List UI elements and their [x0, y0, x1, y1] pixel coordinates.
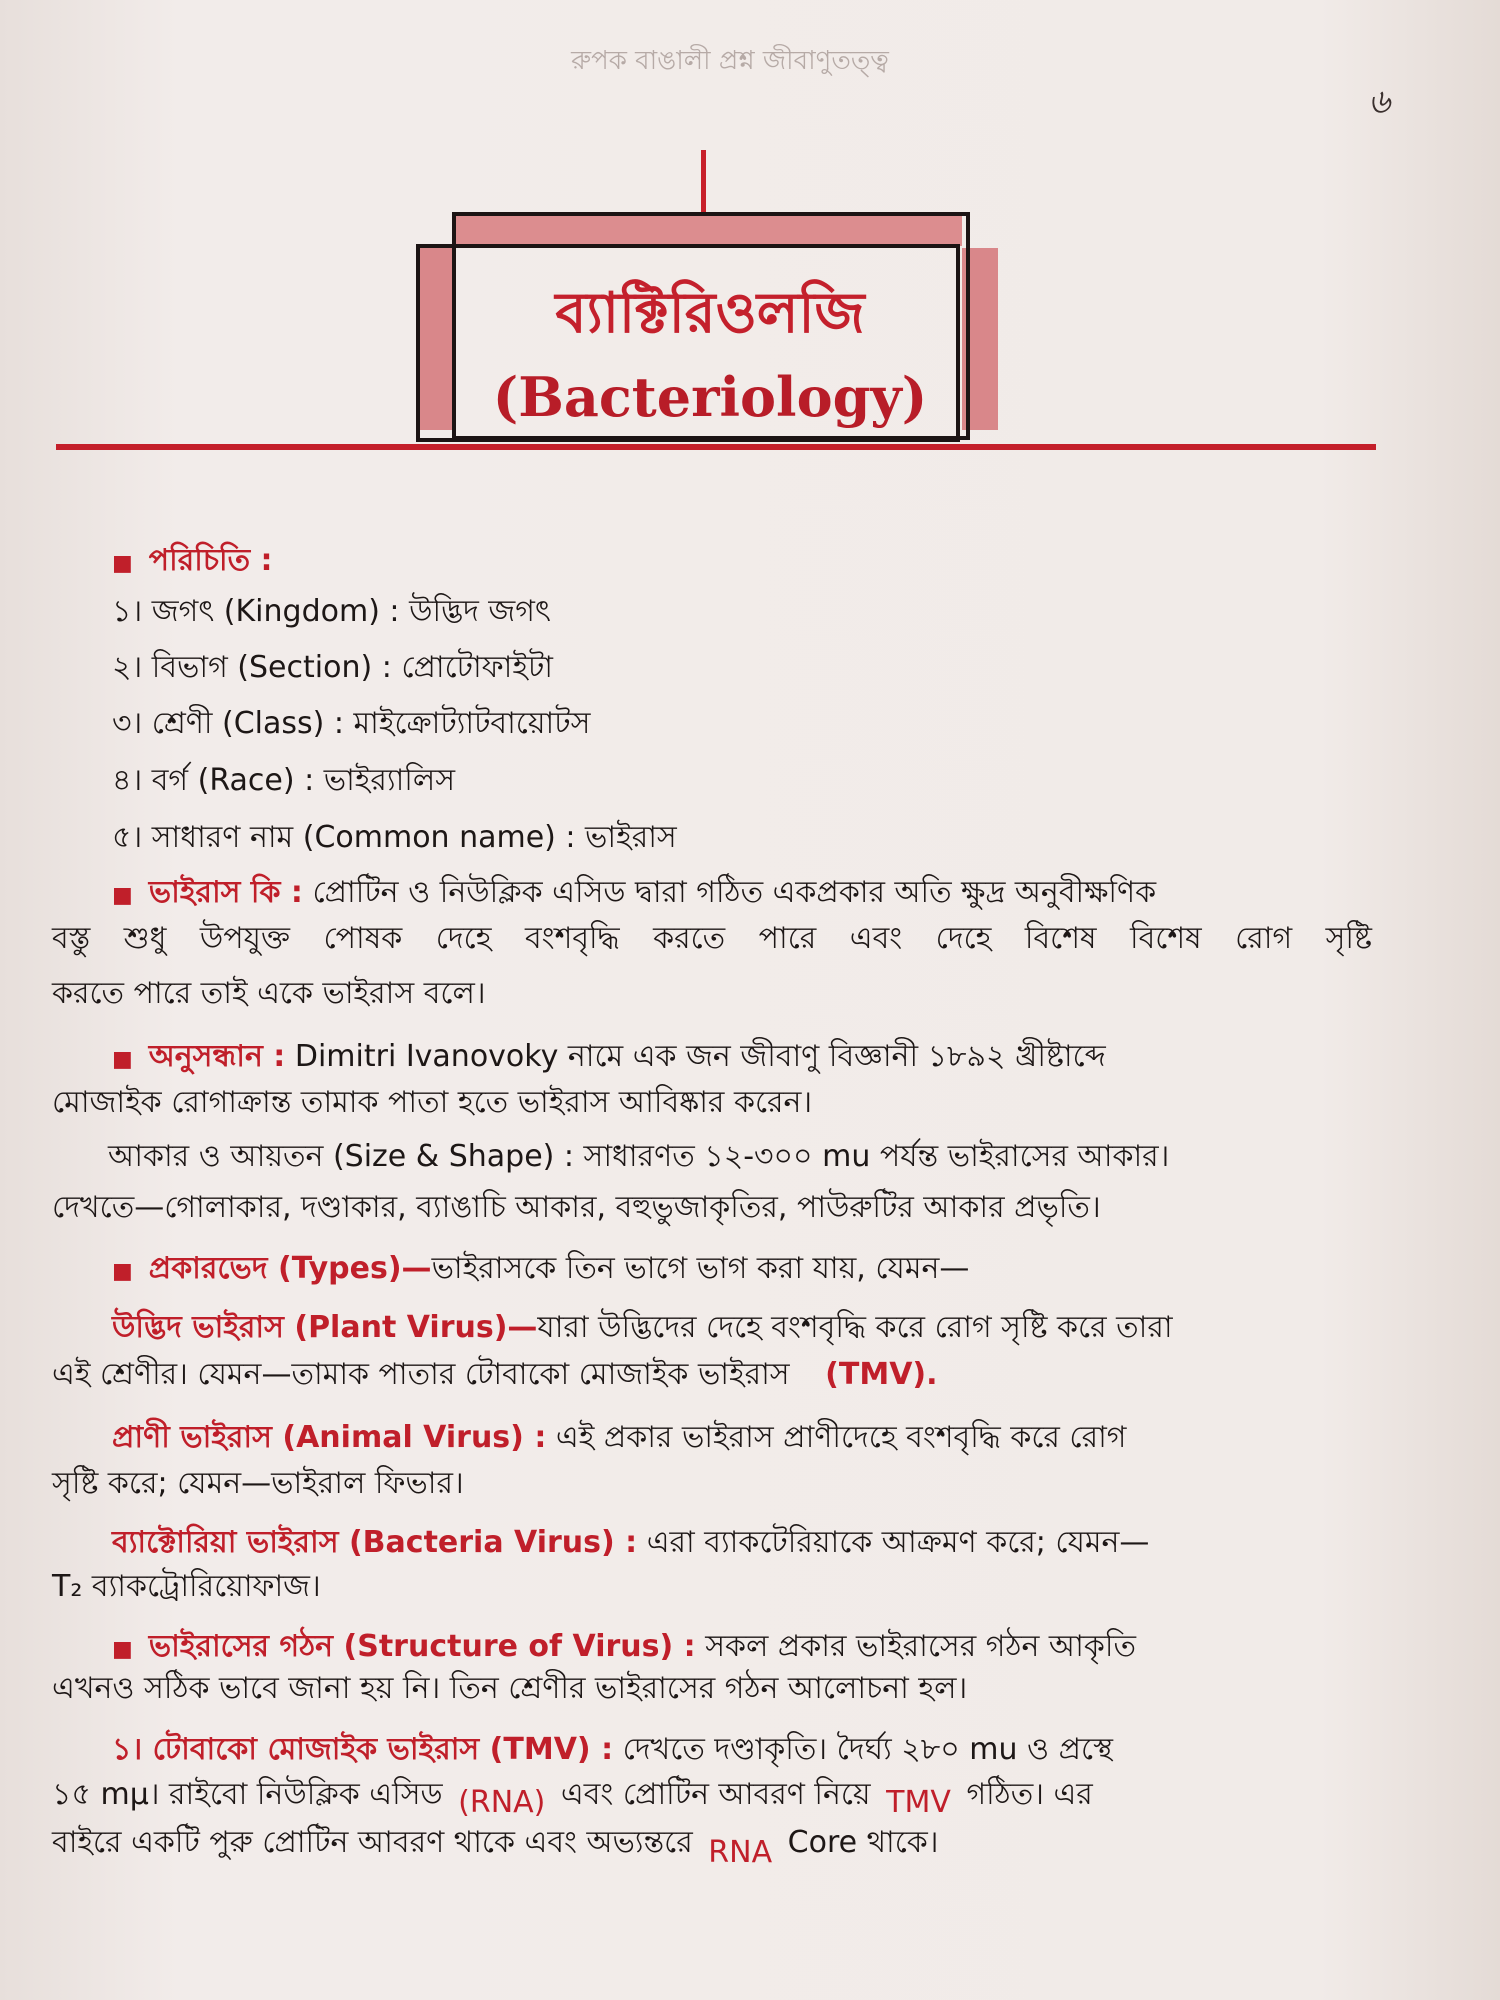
chapter-title-english: (Bacteriology): [492, 365, 928, 429]
bullet-square-icon: ■: [112, 1259, 133, 1284]
plant-virus-line-1: [112, 1303, 1173, 1354]
intro-item: ২। বিভাগ (Section) : প্রোটোফাইটা: [112, 650, 553, 685]
tmv-text-3b: Core থাকে।: [787, 1825, 939, 1860]
plant-virus-text-2: এই শ্রেণীর। যেমন—তামাক পাতার টোবাকো মোজাইক ভাইরাস: [52, 1357, 790, 1392]
size-shape-line-2: দেখতে—গোলাকার, দণ্ডাকার, ব্যাঙাচি আকার, বহুভুজাকৃতির, পাউরুটির আকার প্রভৃতি।: [52, 1190, 1101, 1225]
bullet-square-icon: ■: [112, 551, 133, 576]
bullet-square-icon: ■: [112, 1047, 133, 1072]
tmv-text-3a: বাইরে একটি পুরু প্রোটিন আবরণ থাকে এবং অভ্যন্তরে: [52, 1825, 693, 1860]
intro-heading-line: [112, 536, 273, 587]
intro-item: ১। জগৎ (Kingdom) : উদ্ভিদ জগৎ: [112, 594, 551, 629]
discovery-line-2: মোজাইক রোগাক্রান্ত তামাক পাতা হতে ভাইরাস আবিষ্কার করেন।: [52, 1085, 813, 1120]
discovery-line-1: [112, 1032, 1106, 1083]
types-heading: প্রকারভেদ (Types)—: [148, 1251, 432, 1286]
intro-item: ৩। শ্রেণী (Class) : মাইক্রোট্যাটবায়োটস: [112, 706, 591, 741]
intro-heading: পরিচিতি :: [148, 543, 273, 578]
animal-virus-heading: প্রাণী ভাইরাস (Animal Virus) :: [112, 1420, 547, 1455]
types-text: ভাইরাসকে তিন ভাগে ভাগ করা যায়, যেমন—: [431, 1251, 970, 1286]
intro-item: ৫। সাধারণ নাম (Common name) : ভাইরাস: [112, 820, 677, 855]
animal-virus-line-1: [112, 1413, 1126, 1464]
what-is-virus-line-1: [112, 868, 1156, 919]
chapter-title-bengali: ব্যাক্টিরিওলজি: [555, 281, 865, 346]
what-is-virus-heading: ভাইরাস কি :: [148, 875, 303, 910]
types-line: [112, 1244, 969, 1295]
bacteria-virus-text: এরা ব্যাকটেরিয়াকে আক্রমণ করে; যেমন—: [646, 1525, 1150, 1560]
bacteria-virus-line-2: T₂ ব্যাকট্রোরিয়োফাজ।: [52, 1569, 321, 1604]
title-divider-rule: [56, 444, 1376, 450]
bleed-through-header: রুপক বাঙালী প্রশ্ন জীবাণুতত্ত্ব: [571, 46, 889, 76]
intro-item: ৪। বর্গ (Race) : ভাইর‌্যালিস: [112, 763, 456, 798]
tmv-line-1: [112, 1725, 1113, 1776]
discovery-text: Dimitri Ivanovoky নামে এক জন জীবাণু বিজ্ঞানী ১৮৯২ খ্রীষ্টাব্দে: [294, 1039, 1106, 1074]
plant-virus-tmv: (TMV).: [825, 1357, 938, 1392]
tmv-line-3: [52, 1818, 939, 1869]
animal-virus-line-2: সৃষ্টি করে; যেমন—ভাইরাল ফিভার।: [52, 1466, 464, 1501]
tmv-heading: ১। টোবাকো মোজাইক ভাইরাস (TMV) :: [112, 1732, 614, 1767]
what-is-virus-line-2: বস্তু শুধু উপযুক্ত পোষক দেহে বংশবৃদ্ধি করতে পারে এবং দেহে বিশেষ বিশেষ রোগ সৃষ্টি: [52, 921, 1372, 956]
bullet-square-icon: ■: [112, 1637, 133, 1662]
size-shape-line-1: আকার ও আয়তন (Size & Shape) : সাধারণত ১২-৩০০ mu পর্যন্ত ভাইরাসের আকার।: [108, 1139, 1170, 1174]
bullet-square-icon: ■: [112, 883, 133, 908]
page-number: ৬: [1368, 82, 1391, 122]
rna-label: (RNA): [458, 1785, 546, 1820]
bacteria-virus-heading: ব্যাক্টোরিয়া ভাইরাস (Bacteria Virus) :: [112, 1525, 638, 1560]
plant-virus-heading: উদ্ভিদ ভাইরাস (Plant Virus)—: [112, 1310, 538, 1345]
tmv-text: দেখতে দণ্ডাকৃতি। দৈর্ঘ্য ২৮০ mu ও প্রস্থে: [622, 1732, 1113, 1767]
tmv-text-2b: এবং প্রোটিন আবরণ নিয়ে: [560, 1777, 871, 1812]
tmv-text-2c: গঠিত। এর: [966, 1777, 1093, 1812]
what-is-virus-line-3: করতে পারে তাই একে ভাইরাস বলে।: [52, 976, 486, 1011]
tmv-line-2: [52, 1770, 1093, 1821]
structure-text: সকল প্রকার ভাইরাসের গঠন আকৃতি: [705, 1629, 1137, 1664]
animal-virus-text: এই প্রকার ভাইরাস প্রাণীদেহে বংশবৃদ্ধি করে রোগ: [555, 1420, 1127, 1455]
structure-line-2: এখনও সঠিক ভাবে জানা হয় নি। তিন শ্রেণীর ভাইরাসের গঠন আলোচনা হল।: [52, 1671, 968, 1706]
plant-virus-text: যারা উদ্ভিদের দেহে বংশবৃদ্ধি করে রোগ সৃষ্টি করে তারা: [537, 1310, 1173, 1345]
plant-virus-line-2: [52, 1350, 938, 1401]
structure-heading: ভাইরাসের গঠন (Structure of Virus) :: [148, 1629, 696, 1664]
what-is-virus-text: প্রোটিন ও নিউক্লিক এসিড দ্বারা গঠিত একপ্রকার অতি ক্ষুদ্র অনুবীক্ষণিক: [312, 875, 1157, 910]
rna-core-label: RNA: [708, 1835, 773, 1870]
tmv-text-2a: ১৫ mμ। রাইবো নিউক্লিক এসিড: [52, 1777, 443, 1812]
discovery-heading: অনুসন্ধান :: [148, 1039, 286, 1074]
tmv-label: TMV: [886, 1785, 951, 1820]
